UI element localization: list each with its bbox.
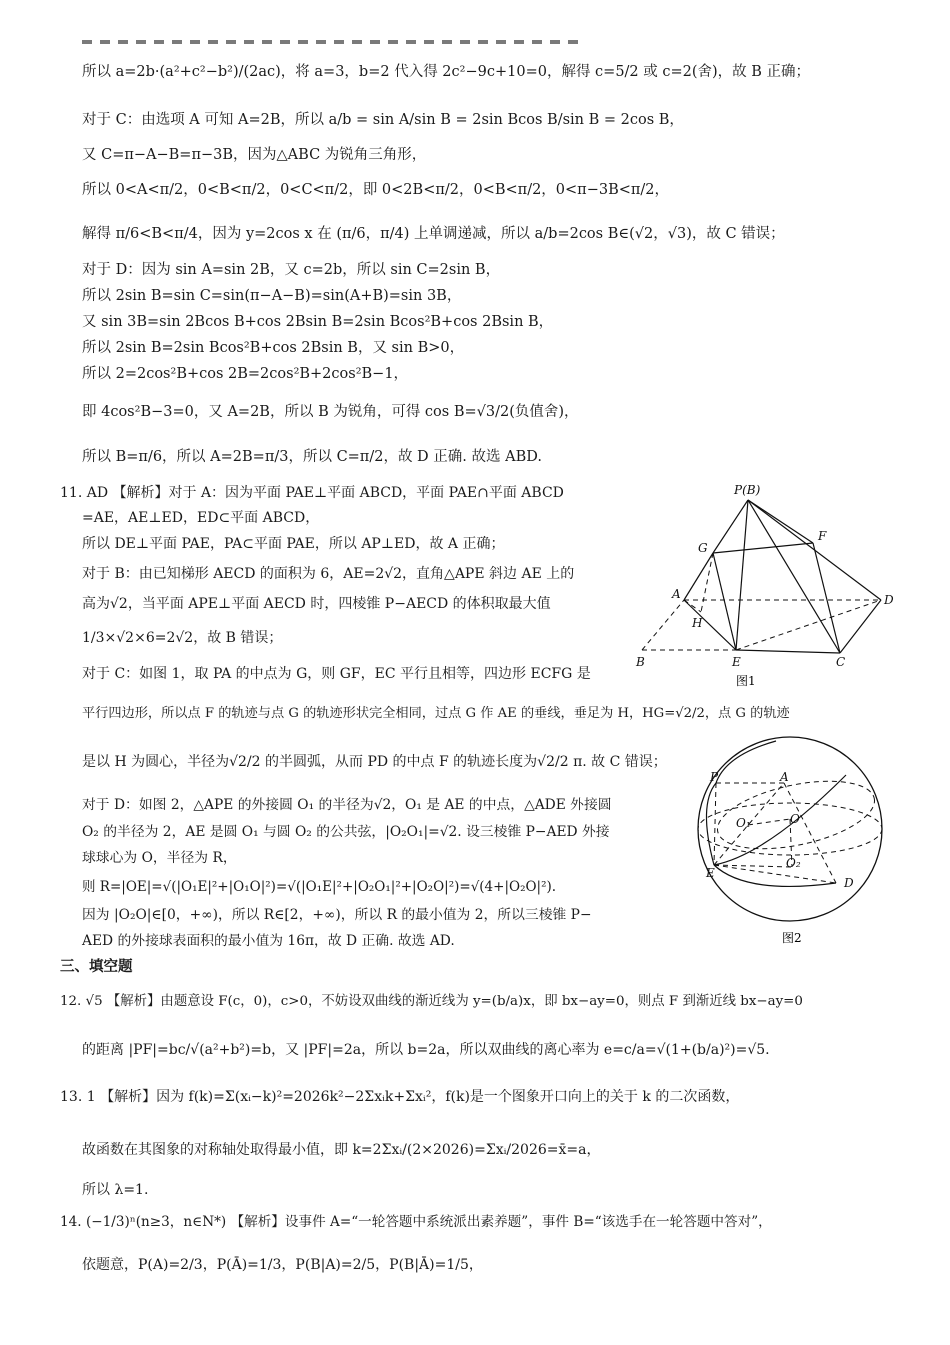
line-24: 球球心为 O，半径为 R， <box>82 850 237 866</box>
line-15: 所以 DE⊥平面 PAE，PA⊂平面 PAE，所以 AP⊥ED，故 A 正确； <box>82 536 505 552</box>
line-23: O₂ 的半径为 2，AE 是圆 O₁ 与圆 O₂ 的公共弦，|O₂O₁|=√2. 设三棱锥 P−AED 外接 <box>82 824 610 840</box>
line-5: 解得 π/6<B<π/4，因为 y=2cos x 在 (π/6，π/4) 上单调递减，所以 a/b=2cos B∈(√2，√3)，故 C 错误； <box>82 226 785 242</box>
fig1-label-G: G <box>698 541 708 555</box>
line-31: 13. 1 【解析】因为 f(k)=Σ(xᵢ−k)²=2026k²−2Σxᵢk+Σxᵢ²，f(k)是一个图象开口向上的关于 k 的二次函数， <box>60 1089 740 1105</box>
line-25: 则 R=|OE|=√(|O₁E|²+|O₁O|²)=√(|O₁E|²+|O₂O₁|²+|O₂O|²)=√(4+|O₂O|²). <box>82 879 557 895</box>
fig2-label-O1: O₁ <box>736 816 751 830</box>
fig2-label-D: D <box>844 876 854 890</box>
fig1-label-E: E <box>732 655 741 669</box>
line-34: 14. (−1/3)ⁿ(n≥3，n∈N*) 【解析】设事件 A=“一轮答题中系统派出素养题”，事件 B=“该选手在一轮答题中答对”， <box>60 1214 772 1230</box>
line-4: 所以 0<A<π/2，0<B<π/2，0<C<π/2，即 0<2B<π/2，0<B<π/2，0<π−3B<π/2， <box>82 182 670 198</box>
fig2-label-O2: O₂ <box>786 856 801 870</box>
section-heading: 三、填空题 <box>60 959 133 975</box>
fig1-label-B: B <box>636 655 645 669</box>
fig1-label-A: A <box>672 587 681 601</box>
cropped-text-strip <box>82 40 582 44</box>
line-18: 1/3×√2×6=2√2，故 B 错误； <box>82 630 283 646</box>
line-19: 对于 C：如图 1，取 PA 的中点为 G，则 GF，EC 平行且相等，四边形 ECFG 是 <box>82 666 591 682</box>
line-2: 对于 C：由选项 A 可知 A=2B，所以 a/b = sin A/sin B = 2sin Bcos B/sin B = 2cos B， <box>82 112 684 128</box>
line-12: 所以 B=π/6，所以 A=2B=π/3，所以 C=π/2，故 D 正确. 故选 ABD. <box>82 449 542 465</box>
line-33: 所以 λ=1. <box>82 1182 149 1198</box>
fig2-label-A: A <box>780 770 789 784</box>
line-10: 所以 2=2cos²B+cos 2B=2cos²B+2cos²B−1， <box>82 366 409 382</box>
fig1-label-F: F <box>818 529 827 543</box>
line-7: 所以 2sin B=sin C=sin(π−A−B)=sin(A+B)=sin 3B， <box>82 288 462 304</box>
fig2-label-E: E <box>706 866 715 880</box>
line-26: 因为 |O₂O|∈[0，+∞)，所以 R∈[2，+∞)，所以 R 的最小值为 2，所以三棱锥 P− <box>82 907 592 923</box>
line-21: 是以 H 为圆心，半径为√2/2 的半圆弧，从而 PD 的中点 F 的轨迹长度为√2/2 π. 故 C 错误； <box>82 754 667 770</box>
line-17: 高为√2，当平面 APE⊥平面 AECD 时，四棱锥 P−AECD 的体积取最大值 <box>82 596 551 612</box>
line-30: 的距离 |PF|=bc/√(a²+b²)=b，又 |PF|=2a，所以 b=2a，所以双曲线的离心率为 e=c/a=√(1+(b/a)²)=√5. <box>82 1042 770 1058</box>
line-3: 又 C=π−A−B=π−3B，因为△ABC 为锐角三角形， <box>82 147 427 163</box>
fig1-label-P: P(B) <box>734 483 761 497</box>
fig1-label-C: C <box>836 655 846 669</box>
fig2-label-O: O <box>790 812 800 826</box>
line-11: 即 4cos²B−3=0，又 A=2B，所以 B 为锐角，可得 cos B=√3/2(负值舍)， <box>82 404 579 420</box>
line-14: =AE，AE⊥ED，ED⊂平面 ABCD， <box>82 510 320 526</box>
figure-1-caption: 图1 <box>736 674 756 688</box>
line-20: 平行四边形，所以点 F 的轨迹与点 G 的轨迹形状完全相同，过点 G 作 AE 的垂线，垂足为 H，HG=√2/2，点 G 的轨迹 <box>82 706 790 721</box>
fig2-label-P: P <box>710 770 719 784</box>
line-13: 11. AD 【解析】对于 A：因为平面 PAE⊥平面 ABCD，平面 PAE∩平面 ABCD <box>60 485 564 501</box>
figure-1-pyramid <box>628 478 898 693</box>
line-16: 对于 B：由已知梯形 AECD 的面积为 6，AE=2√2，直角△APE 斜边 AE 上的 <box>82 566 575 582</box>
line-35: 依题意，P(A)=2/3，P(Ā)=1/3，P(B|A)=2/5，P(B|Ā)=1/5， <box>82 1257 483 1273</box>
line-6: 对于 D：因为 sin A=sin 2B，又 c=2b，所以 sin C=2sin B， <box>82 262 501 278</box>
line-29: 12. √5 【解析】由题意设 F(c，0)，c>0，不妨设双曲线的渐近线为 y=(b/a)x，即 bx−ay=0，则点 F 到渐近线 bx−ay=0 <box>60 994 803 1009</box>
line-22: 对于 D：如图 2，△APE 的外接圆 O₁ 的半径为√2，O₁ 是 AE 的中点，△ADE 外接圆 <box>82 797 612 813</box>
line-27: AED 的外接球表面积的最小值为 16π，故 D 正确. 故选 AD. <box>82 933 455 949</box>
line-32: 故函数在其图象的对称轴处取得最小值，即 k=2Σxᵢ/(2×2026)=Σxᵢ/2026=x̄=a， <box>82 1142 601 1158</box>
figure-2-caption: 图2 <box>782 931 802 945</box>
fig1-label-H: H <box>692 616 703 630</box>
line-1: 所以 a=2b·(a²+c²−b²)/(2ac)，将 a=3，b=2 代入得 2c²−9c+10=0，解得 c=5/2 或 c=2(舍)，故 B 正确； <box>82 64 811 80</box>
figure-2-sphere <box>686 735 896 945</box>
fig1-label-D: D <box>884 593 894 607</box>
line-8: 又 sin 3B=sin 2Bcos B+cos 2Bsin B=2sin Bcos²B+cos 2Bsin B， <box>82 314 554 330</box>
line-9: 所以 2sin B=2sin Bcos²B+cos 2Bsin B，又 sin B>0， <box>82 340 465 356</box>
